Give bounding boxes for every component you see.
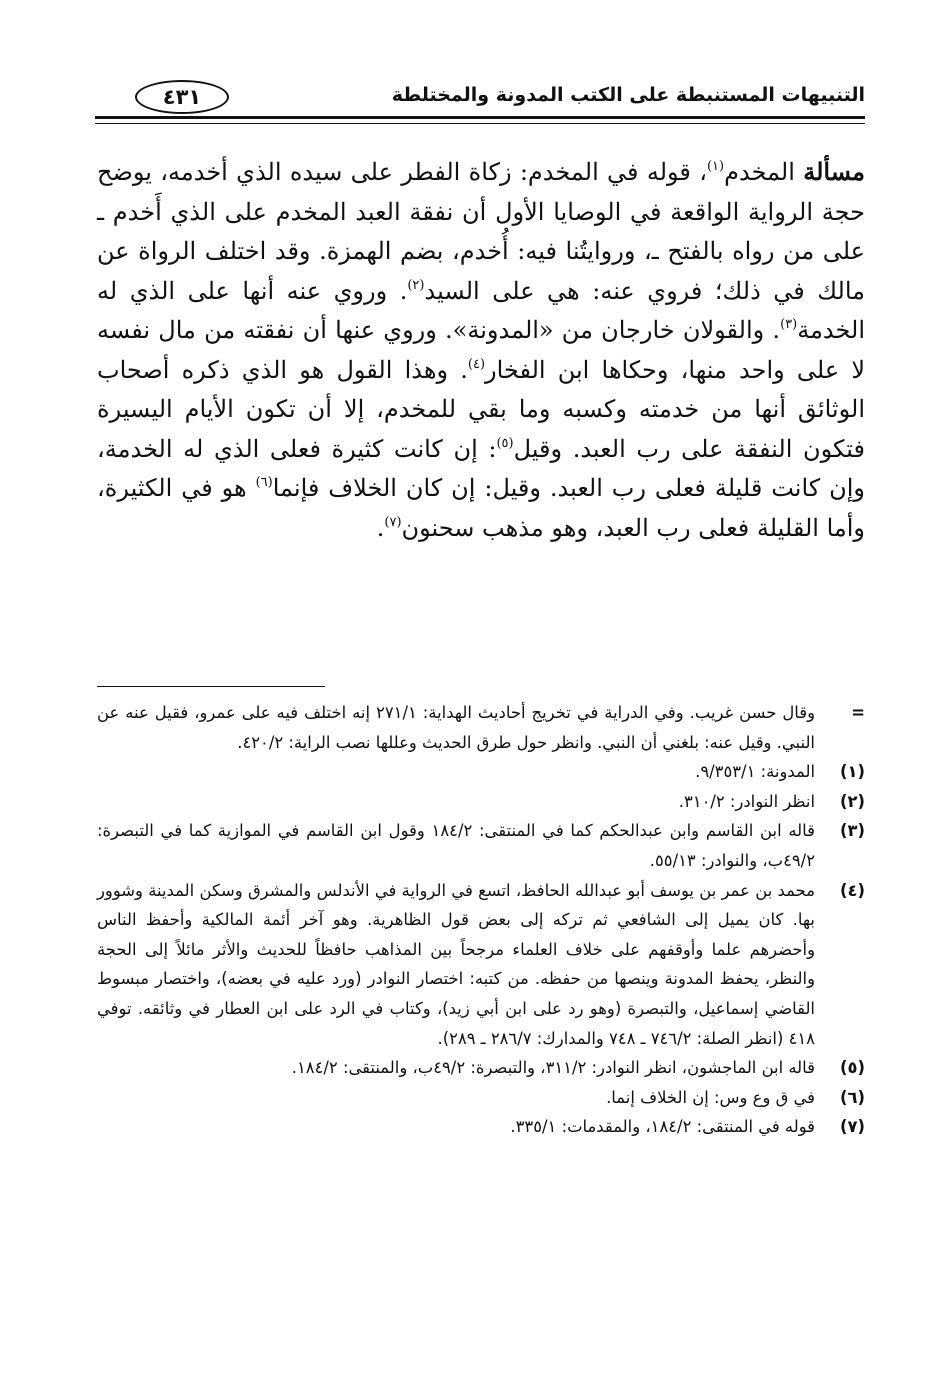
footnote-text: قاله ابن القاسم وابن عبدالحكم كما في المنتقى: ١٨٤/٢ وقول ابن القاسم في الموازية كما في التبصرة: ٤٩/٢ب، والنوادر: ٥٥/١٣. xyxy=(97,821,815,870)
issue-term: مسألة xyxy=(803,157,865,186)
main-paragraph xyxy=(97,152,865,548)
footnote-text: محمد بن عمر بن يوسف أبو عبدالله الحافظ، اتسع في الرواية في الأندلس والمشرق وسكن المدينة وشوور بها. كان يميل إلى الشافعي ثم تركه إلى بعض قول الظاهرية. وهو آخر أئمة المالكية وأحفظ الناس وأحضرهم علما وأوقفهم على خلاف العلماء مرجحاً بين المذاهب حافظاً للحديث والأثر مائلاً إلى الحجة والنظر، يحفظ المدونة وينصها من حفظه. من كتبه: اختصار النوادر (ورد عليه في بعضه)، واختصار مبسوط القاضي إسماعيل، والتبصرة (وهو رد على ابن أبي زيد)، وكتاب في الرد على ابن العطار في وثائقه. توفي ٤١٨ (انظر الصلة: ٧٤٦/٢ ـ ٧٤٨ والمدارك: ٢٨٦/٧ ـ ٢٨٩). xyxy=(97,880,815,1048)
main-text xyxy=(97,152,865,548)
footnotes xyxy=(97,698,865,1142)
header-rule-thin xyxy=(95,123,865,124)
footnote-text: وقال حسن غريب. وفي الدراية في تخريج أحاديث الهداية: ٢٧١/١ إنه اختلف فيه على عمرو، فقيل عنه عن النبي. وقيل عنه: بلغني أن النبي. وانظر حول طرق الحديث وعللها نصب الراية: ٤٢٠/٢. xyxy=(97,703,816,752)
footnote-ref-3[interactable]: (٣) xyxy=(780,317,798,332)
footnote-text: في ق وع وس: إن الخلاف إنما. xyxy=(606,1087,815,1107)
text-run: المخدم xyxy=(724,158,804,186)
text-run: . وهذا القول هو الذي ذكره أصحاب الوثائق أنها من خدمته وكسبه وما بقي للمخدم، إلا أن تكون الأيام اليسيرة فتكون النفقة على رب العبد. وقيل xyxy=(97,355,865,463)
header-rule-thick xyxy=(95,116,865,119)
page-number-badge: ٤٣١ xyxy=(135,80,229,114)
text-run: . xyxy=(376,513,385,542)
text-run: . والقولان خارجان من «المدونة». وروي عنها أن نفقته من مال نفسه لا على واحد منها، وحكاها ابن الفخار xyxy=(97,316,866,384)
footnote-ref-4[interactable]: (٤) xyxy=(467,356,486,372)
text-run: : إن كانت كثيرة فعلى الذي له الخدمة، وإن كانت قليلة فعلى رب العبد. وقيل: إن كان الخلاف فإنما xyxy=(97,434,866,502)
footnote-continued xyxy=(97,698,865,757)
footnote-4 xyxy=(97,876,865,1054)
footnote-3 xyxy=(97,816,865,875)
running-title: التنبيهات المستنبطة على الكتب المدونة والمختلطة xyxy=(391,84,865,106)
footnote-text: قاله ابن الماجشون، انظر النوادر: ٣١١/٢، والتبصرة: ٤٩/٢ب، والمنتقى: ١٨٤/٢. xyxy=(291,1058,815,1078)
footnote-7 xyxy=(97,1112,865,1142)
footnote-1 xyxy=(97,757,865,787)
text-run: ، قوله في المخدم: زكاة الفطر على سيده الذي أخدمه، يوضح حجة الرواية الواقعة في الوصايا الأول أن نفقة العبد المخدم على الذي أَخدم ـ على من رواه بالفتح ـ، وروايتُنا فيه: أُخدم، بضم الهمزة. وقد اختلف الرواة عن مالك في ذلك؛ فروي عنه: هي على السيد xyxy=(97,158,866,305)
footnote-separator xyxy=(97,686,325,687)
footnote-ref-6[interactable]: (٦) xyxy=(255,475,273,490)
footnote-number: (٢) xyxy=(839,791,865,811)
footnote-text: قوله في المنتقى: ١٨٤/٢، والمقدمات: ٣٣٥/١. xyxy=(510,1117,815,1137)
footnote-number: (٧) xyxy=(839,1117,865,1137)
footnote-number: (١) xyxy=(839,762,865,782)
footnote-text: المدونة: ٩/٣٥٣/١. xyxy=(695,762,815,782)
footnote-number: (٦) xyxy=(839,1087,865,1107)
footnote-marker: = xyxy=(851,703,865,722)
footnote-ref-5[interactable]: (٥) xyxy=(496,435,514,451)
footnote-text: انظر النوادر: ٣١٠/٢. xyxy=(678,791,815,811)
footnote-number: (٥) xyxy=(839,1058,865,1078)
footnote-5 xyxy=(97,1053,865,1083)
footnote-number: (٣) xyxy=(839,821,865,841)
text-run: . وروي عنه أنها على الذي له الخدمة xyxy=(97,276,865,344)
footnote-ref-7[interactable]: (٧) xyxy=(384,514,402,530)
footnote-2 xyxy=(97,787,865,817)
footnote-ref-1[interactable]: (١) xyxy=(706,159,725,174)
footnote-number: (٤) xyxy=(839,880,865,900)
footnote-ref-2[interactable]: (٢) xyxy=(407,277,425,293)
footnote-6 xyxy=(97,1083,865,1113)
text-run: هو في الكثيرة، وأما القليلة فعلى رب العبد، وهو مذهب سحنون xyxy=(97,474,865,542)
page-header xyxy=(95,78,865,128)
